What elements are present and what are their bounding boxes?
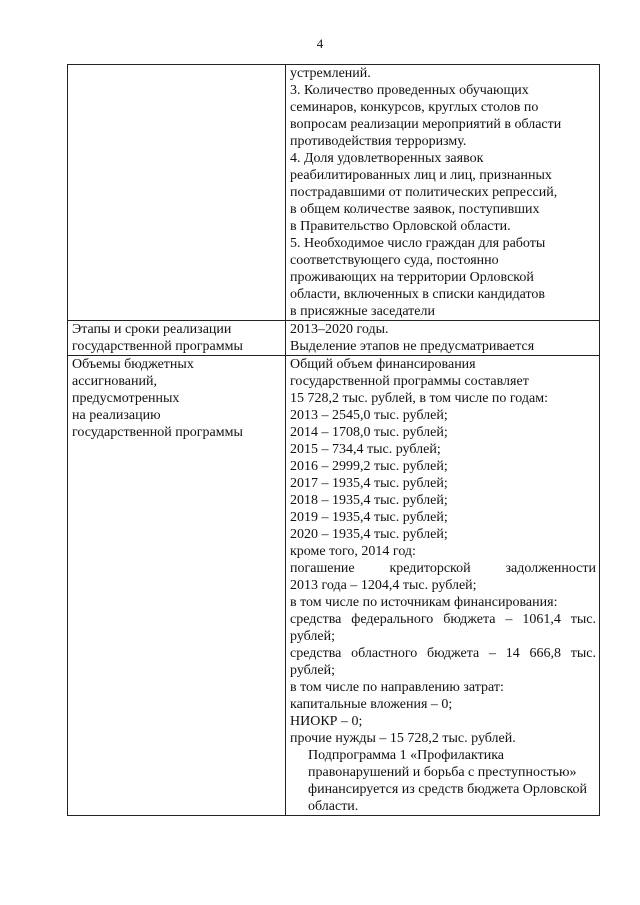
text-line: 2013 года – 1204,4 тыс. рублей; (290, 578, 477, 593)
text-line: 2013 – 2545,0 тыс. рублей; (290, 408, 448, 423)
text-line: государственной программы (72, 339, 243, 354)
text-line: в том числе по направлению затрат: (290, 680, 504, 695)
text-line: погашение кредиторской задолженности (290, 561, 596, 576)
text-line: 2020 – 1935,4 тыс. рублей; (290, 527, 448, 542)
table-body (68, 65, 600, 816)
text-line: вопросам реализации мероприятий в области (290, 117, 562, 132)
text-line: Выделение этапов не предусматривается (290, 339, 535, 354)
text-line: проживающих на территории Орловской (290, 270, 534, 285)
table-row (68, 321, 600, 356)
text-line: семинаров, конкурсов, круглых столов по (290, 100, 539, 115)
text-line: финансируется из средств бюджета Орловской (308, 782, 588, 797)
text-line: 4. Доля удовлетворенных заявок (290, 151, 484, 166)
text-line: 2014 – 1708,0 тыс. рублей; (290, 425, 448, 440)
right-cell (286, 321, 600, 356)
text-line: 2019 – 1935,4 тыс. рублей; (290, 510, 448, 525)
text-line: прочие нужды – 15 728,2 тыс. рублей. (290, 731, 516, 746)
text-line: 2017 – 1935,4 тыс. рублей; (290, 476, 448, 491)
text-line: 3. Количество проведенных обучающих (290, 83, 529, 98)
text-line: 2013–2020 годы. (290, 322, 389, 337)
left-cell (68, 65, 286, 321)
text-line: на реализацию (72, 408, 161, 423)
text-line: капитальные вложения – 0; (290, 697, 453, 712)
text-line: ассигнований, (72, 374, 157, 389)
page-number: 4 (316, 36, 324, 51)
text-line: рублей; (290, 629, 335, 644)
text-line: пострадавшими от политических репрессий, (290, 185, 558, 200)
text-line: 2015 – 734,4 тыс. рублей; (290, 442, 441, 457)
text-line: Подпрограмма 1 «Профилактика (308, 748, 505, 763)
text-line: в общем количестве заявок, поступивших (290, 202, 540, 217)
text-line: средства федерального бюджета – 1061,4 тыс. (290, 612, 596, 627)
text-line: соответствующего суда, постоянно (290, 253, 499, 268)
text-line: реабилитированных лиц и лиц, признанных (290, 168, 552, 183)
text-line: кроме того, 2014 год: (290, 544, 416, 559)
text-line: противодействия терроризму. (290, 134, 467, 149)
text-line: в присяжные заседатели (290, 304, 435, 319)
text-line: в Правительство Орловской области. (290, 219, 511, 234)
text-line: Этапы и сроки реализации (72, 322, 232, 337)
text-line: 5. Необходимое число граждан для работы (290, 236, 546, 251)
passport-table (67, 64, 600, 816)
text-line: правонарушений и борьба с преступностью» (308, 765, 577, 780)
left-cell (68, 321, 286, 356)
right-cell (286, 65, 600, 321)
text-line: 2018 – 1935,4 тыс. рублей; (290, 493, 448, 508)
text-line: 15 728,2 тыс. рублей, в том числе по годам: (290, 391, 548, 406)
right-cell (286, 356, 600, 816)
text-line: области. (308, 799, 359, 814)
text-line: в том числе по источникам финансирования: (290, 595, 558, 610)
text-line: Объемы бюджетных (72, 357, 194, 372)
text-line: средства областного бюджета – 14 666,8 тыс. (290, 646, 596, 661)
text-line: предусмотренных (72, 391, 180, 406)
text-line: НИОКР – 0; (290, 714, 363, 729)
text-line: устремлений. (290, 66, 371, 81)
text-line: Общий объем финансирования (290, 357, 476, 372)
table-row (68, 356, 600, 816)
text-line: области, включенных в списки кандидатов (290, 287, 546, 302)
left-cell (68, 356, 286, 816)
table-row (68, 65, 600, 321)
text-line: 2016 – 2999,2 тыс. рублей; (290, 459, 448, 474)
text-line: государственной программы (72, 425, 243, 440)
text-line: государственной программы составляет (290, 374, 529, 389)
text-line: рублей; (290, 663, 335, 678)
